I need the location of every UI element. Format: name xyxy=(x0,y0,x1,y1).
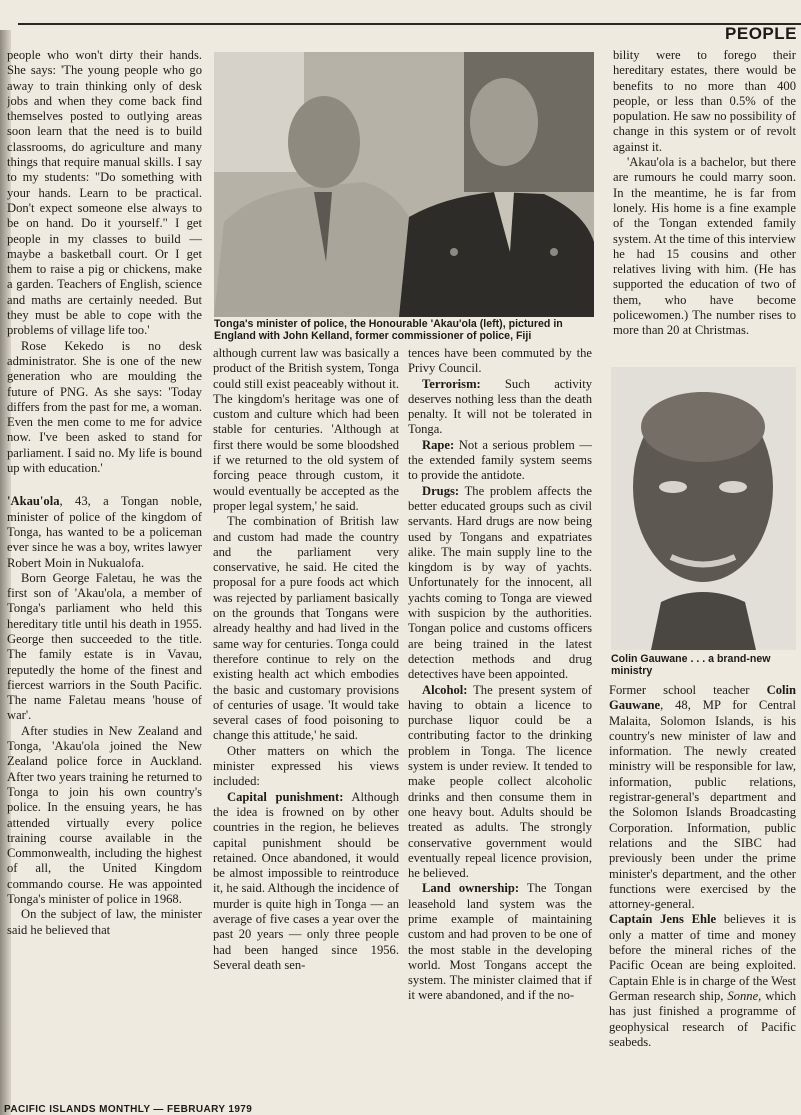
person-name: 'Akau'ola xyxy=(7,494,60,509)
paragraph xyxy=(408,683,592,882)
paragraph-text: Former school teacher xyxy=(609,683,767,697)
subhead: Capital punishment: xyxy=(227,789,344,804)
paragraph xyxy=(408,484,592,683)
article-column-2 xyxy=(213,346,399,1098)
section-heading: PEOPLE xyxy=(725,24,797,43)
subhead: Alcohol: xyxy=(422,682,468,697)
paragraph-text: , 43, a Tongan noble, minister of police of the kingdom of Tonga, has wanted to be a policeman ever since he was a boy, writes lawyer Robert Moin in Nukualofa. xyxy=(7,494,202,570)
paragraph-text: The present system of having to obtain a licence to purchase liquor could be a contributing factor to the drinking problem in Tonga. The licence system is under review. It tended to make people collect alcoholic drinks and then consume them in one heavy bout. Adults should be treated as adults. The strongly conservative government would eventually repeal licence provision, he believed. xyxy=(408,682,592,881)
paragraph-text: Such activity deserves nothing less than the death penalty. It will not be tolerated in Tonga. xyxy=(408,376,592,437)
paragraph: Rose Kekedo is no desk administrator. She is one of the new generation who are moulding the future of PNG. As she says: 'Today differs from the past for me, a woman. Even the men come to me for advice now. I've been asked to stand for parliament. I said no. My life is bound up with education.' xyxy=(7,338,202,476)
paragraph-text: Not a serious problem — the extended family system seems to provide the antidote. xyxy=(408,437,592,483)
article-column-1 xyxy=(7,48,202,1100)
paragraph xyxy=(408,881,592,1003)
photo-caption: Colin Gauwane . . . a brand-new ministry xyxy=(611,653,771,677)
paragraph-text: The problem affects the better educated groups such as civil servants. Hard drugs are now being used by Tongans and expatriates alike. The main supply line to the kingdom is by way of yachts. Unfortunately for the innocent, all yachts coming to Tonga are viewed with suspicion by the authorities. Tongan police and customs officers are being trained in the latest detection methods and drug detectives have been appointed. xyxy=(408,483,592,682)
paragraph: tences have been commuted by the Privy Council. xyxy=(408,346,592,376)
paragraph: 'Akau'ola is a bachelor, but there are rumours he could marry soon. In the meantime, he is far from lonely. His home is a fine example of the Tongan extended family system. At the time of this interview he had 15 cousins and other relatives living with him. (He has supported the education of two of them, who have become policewomen.) The number rises to more than 20 at Christmas. xyxy=(613,155,796,338)
subhead: Land ownership: xyxy=(422,881,520,896)
subhead: Rape: xyxy=(422,437,455,452)
article-break xyxy=(7,476,202,494)
paragraph: people who won't dirty their hands. She says: 'The young people who go away to train thinking only of desk jobs and when they come back find themselves posted to outlying areas soon learn that the need is to build classrooms, do agriculture and many things that require manual skills. I say to my students: "Do something with your hands. Learn to be practical. Don't expect someone else always to be on hand. Do it yourself." I get people in my classes to build — maybe a basketball court. Or I get them to raise a pig or chickens, make a garden. Teachers of English, science and maths are certainly needed. But they must be able to cope with the problems of village life too.' xyxy=(7,48,202,338)
paragraph: After studies in New Zealand and Tonga, 'Akau'ola joined the New Zealand police force in Auckland. After two years training he returned to Tonga to join his own country's police. In the ensuing years, he has attended virtually every police training course available in the Commonwealth, including the highest of all, the United Kingdom commando course. He was appointed Tonga's minister of police in 1968. xyxy=(7,723,202,907)
paragraph xyxy=(213,790,399,974)
paragraph: Other matters on which the minister expressed his views included: xyxy=(213,743,399,789)
header-rule xyxy=(18,23,801,25)
photo-akauola-and-kelland xyxy=(214,52,594,317)
subhead: Drugs: xyxy=(422,483,460,498)
photo-illustration xyxy=(611,367,796,650)
page-footer: PACIFIC ISLANDS MONTHLY — FEBRUARY 1979 xyxy=(4,1104,253,1115)
paragraph xyxy=(408,438,592,484)
paragraph-text: believes it is only a matter of time and money before the mineral riches of the Pacific Ocean are being exploited. Captain Ehle is in charge of the West German research ship, xyxy=(609,912,796,1003)
paragraph xyxy=(609,912,796,1050)
paragraph: The combination of British law and custom had made the country and the parliament very conservative, he said. He cited the proposal for a pure foods act which was rejected by parliament basically on the grounds that Tongans were already healthy and had lived in the same way for centuries. Tonga could therefore continue to rely on the existing health act which embodies the basic and customary provisions of centuries of usage. 'It would take several cases of food poisoning to change this attitude,' he said. xyxy=(213,514,399,743)
ship-name: Sonne, xyxy=(727,988,762,1003)
subhead: Terrorism: xyxy=(422,376,481,391)
article-column-4-top xyxy=(613,48,796,368)
paragraph-text: The Tongan leasehold land system was the prime example of maintaining custom and had proven to be one of the most stable in the developing world. Most Tongans accept the system. The minister claimed that if it were abandoned, and if the no- xyxy=(408,881,592,1003)
paragraph: On the subject of law, the minister said he believed that xyxy=(7,907,202,937)
person-name: Captain Jens Ehle xyxy=(609,912,717,927)
paragraph xyxy=(609,683,796,912)
paragraph-text: , 48, MP for Central Malaita, Solomon Islands, is his country's new minister of law and information. The newly created ministry will be responsible for law, information, public relations, registrar-general's department and the Solomon Islands Broadcasting Corporation. Information, public relations and the SIBC had previously been under the prime minister's department, and the other functions were exercised by the attorney-general. xyxy=(609,698,796,912)
photo-colin-gauwane xyxy=(611,367,796,650)
person-name: Colin Gauwane xyxy=(609,683,796,713)
paragraph xyxy=(7,494,202,570)
paragraph-text: Although the idea is frowned on by other countries in the region, he believes capital punishment should be retained. Once abandoned, it would be almost impossible to reintroduce it, he said. Although the incidence of murder is quite high in Tonga — an average of five cases a year over the past 20 years — only three people had been hanged since 1956. Several death sen- xyxy=(213,789,399,972)
paragraph xyxy=(408,377,592,438)
photo-caption: Tonga's minister of police, the Honourable 'Akau'ola (left), pictured in England with John Kelland, former commissioner of police, Fiji xyxy=(214,318,563,342)
paragraph: although current law was basically a product of the British system, Tonga could still exist peaceably without it. The kingdom's heritage was one of custom and culture which had been stable for centuries. 'Although at first there would be some bloodshed if we returned to the old system of forcing peace through custom, it would eventually be accepted as the proper legal system,' he said. xyxy=(213,346,399,513)
photo-illustration xyxy=(214,52,594,317)
paragraph: Born George Faletau, he was the first son of 'Akau'ola, a member of Tonga's parliament who held this hereditary title until his death in 1955. George then succeeded to the title. The family estate is in Vavau, reputedly the home of the finest and fiercest warriors in the South Pacific. The name Faletau means 'house of war'. xyxy=(7,570,202,723)
article-column-3 xyxy=(408,346,592,1098)
paragraph-text: which has just finished a programme of geophysical research of Pacific seabeds. xyxy=(609,988,796,1049)
paragraph: bility were to forego their hereditary estates, there would be benefits to no more than 400 people, or less than 0.5% of the population. He saw no possibility of change in this system or of revolt against it. xyxy=(613,48,796,154)
article-column-4-bottom xyxy=(609,683,796,1098)
